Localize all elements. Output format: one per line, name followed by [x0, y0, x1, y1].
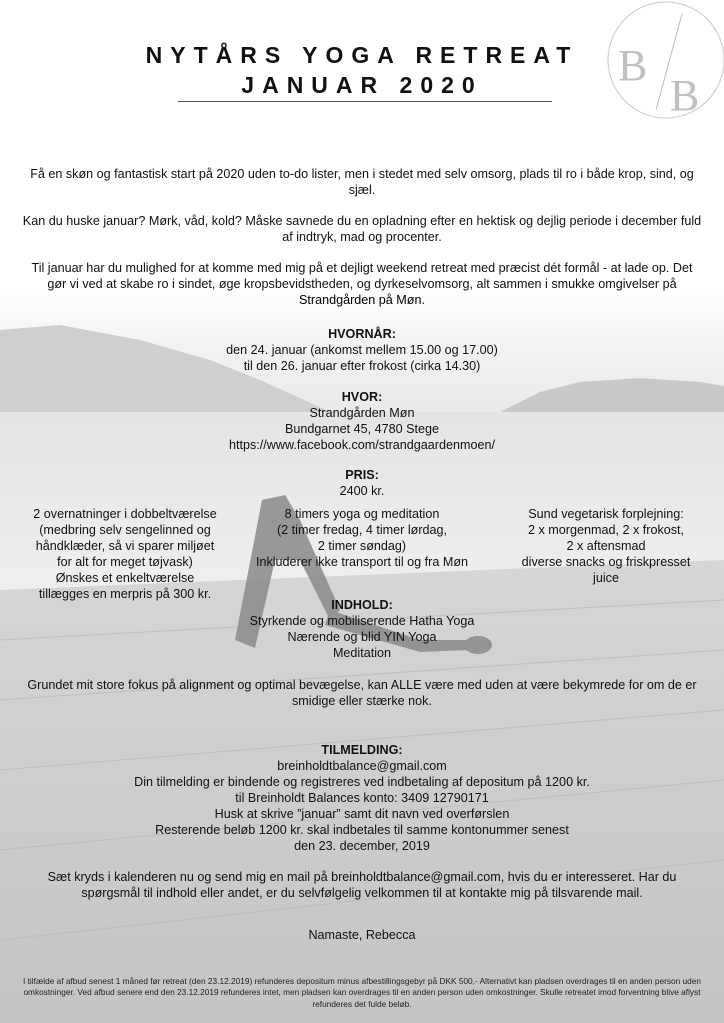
- accommodation-line: tillægges en merpris på 300 kr.: [38, 587, 212, 601]
- retreat-location-highlight: Strandgården på Møn: [298, 293, 422, 307]
- signup-line: Resterende beløb 1200 kr. skal indbetales til samme kontonummer senest: [155, 823, 569, 837]
- where-line-2: Bundgarnet 45, 4780 Stege: [284, 422, 440, 436]
- signup-email-link[interactable]: breinholdtbalance@gmail.com: [277, 759, 447, 773]
- food-line: diverse snacks og friskpresset: [521, 555, 691, 569]
- food-column: [488, 506, 724, 586]
- when-heading: HVORNÅR:: [328, 327, 396, 341]
- closing-paragraph: Sæt kryds i kalenderen nu og send mig en mail på breinholdtbalance@gmail.com, hvis du er interesseret. Har du spørgsmål til indhold eller andet, er du selvfølgelig velkommen til at kontakte mig på tilsvarende mail.: [47, 870, 677, 900]
- signup-heading: TILMELDING:: [321, 743, 403, 757]
- yoga-hours-line: 2 timer søndag): [317, 539, 407, 553]
- intro-paragraph-3-end: .: [421, 293, 425, 307]
- content-item: Styrkende og mobiliserende Hatha Yoga: [249, 614, 475, 628]
- title-line-2: JANUAR 2020: [241, 72, 483, 98]
- accommodation-line: 2 overnatninger i dobbeltværelse: [33, 507, 217, 521]
- content-section: [0, 597, 724, 661]
- page-title: [0, 40, 724, 100]
- when-line-2: til den 26. januar efter frokost (cirka 14.30): [243, 359, 481, 373]
- content-heading: INDHOLD:: [331, 598, 393, 612]
- content-item: Meditation: [332, 646, 392, 660]
- intro-paragraph-3-text: Til januar har du mulighed for at komme med mig på et dejligt weekend retreat med præcist dét formål - at lade op. Det gør vi ved at skabe ro i sindet, øge kropsbevidstheden, og dyrkeselvomsorg, alt sammen i smukke omgivelser på: [31, 261, 693, 291]
- yoga-hours-column: [232, 506, 492, 570]
- signature: Namaste, Rebecca: [308, 928, 416, 942]
- yoga-hours-line: Inkluderer ikke transport til og fra Møn: [255, 555, 469, 569]
- intro-paragraph-2: Kan du huske januar? Mørk, våd, kold? Måske savnede du en opladning efter en hektisk og dejlig periode i december fuld af indtryk, mad og procenter.: [22, 214, 702, 244]
- intro-paragraph-3: [22, 260, 702, 308]
- price-heading: PRIS:: [345, 468, 379, 482]
- content-item: Nærende og blid YIN Yoga: [287, 630, 437, 644]
- price-amount: 2400 kr.: [339, 484, 385, 498]
- signup-line: den 23. december, 2019: [294, 839, 430, 853]
- where-section: [0, 389, 724, 453]
- logo-letter-b2: B: [670, 71, 700, 120]
- accommodation-column: [0, 506, 250, 602]
- when-line-1: den 24. januar (ankomst mellem 15.00 og 17.00): [226, 343, 498, 357]
- alignment-paragraph: Grundet mit store fokus på alignment og optimal bevægelse, kan ALLE være med uden at være bekymrede for om de er smidige eller stærke nok.: [27, 678, 697, 708]
- where-heading: HVOR:: [341, 390, 383, 404]
- logo-letter-b1: B: [618, 41, 648, 90]
- where-line-1: Strandgården Møn: [309, 406, 415, 420]
- yoga-hours-line: 8 timers yoga og meditation: [284, 507, 440, 521]
- food-line: 2 x aftensmad: [566, 539, 646, 553]
- signup-section: [0, 742, 724, 854]
- yoga-hours-line: (2 timer fredag, 4 timer lørdag,: [276, 523, 448, 537]
- when-section: [0, 326, 724, 374]
- cancellation-footnote: I tilfælde af afbud senest 1 måned før retreat (den 23.12.2019) refunderes depositum minus afbestillingsgebyr på DKK 500,- Alternativt kan pladsen overdrages til en anden person uden omkostninger. Ved afbud senere end den 23.12.2019 refunderes intet, men pladsen kan overdrages til en anden person uden omkostninger. Skulle retreatet imod forventning blive aflyst refunderes det fulde beløb.: [23, 976, 701, 1009]
- title-divider: [178, 101, 552, 102]
- intro-paragraph-1: Få en skøn og fantastisk start på 2020 uden to-do lister, men i stedet med selv omsorg, plads til ro i både krop, sind, og sjæl.: [30, 167, 694, 197]
- signup-line: til Breinholdt Balances konto: 3409 12790171: [235, 791, 489, 805]
- signup-line: Din tilmelding er bindende og registreres ved indbetaling af depositum på 1200 kr.: [134, 775, 590, 789]
- food-line: juice: [593, 571, 619, 585]
- accommodation-line: for alt for meget tøjvask): [57, 555, 193, 569]
- accommodation-line: (medbring selv sengelinned og: [39, 523, 211, 537]
- title-line-1: NYTÅRS YOGA RETREAT: [145, 42, 579, 68]
- accommodation-line: Ønskes et enkeltværelse: [55, 571, 195, 585]
- accommodation-line: håndklæder, så vi sparer miljøet: [35, 539, 215, 553]
- price-section: [0, 467, 724, 499]
- food-line: 2 x morgenmad, 2 x frokost,: [527, 523, 685, 537]
- signup-line: Husk at skrive ”januar” samt dit navn ved overførslen: [214, 807, 510, 821]
- food-line: Sund vegetarisk forplejning:: [528, 507, 684, 521]
- facebook-link[interactable]: https://www.facebook.com/strandgaardenmoen/: [228, 438, 495, 452]
